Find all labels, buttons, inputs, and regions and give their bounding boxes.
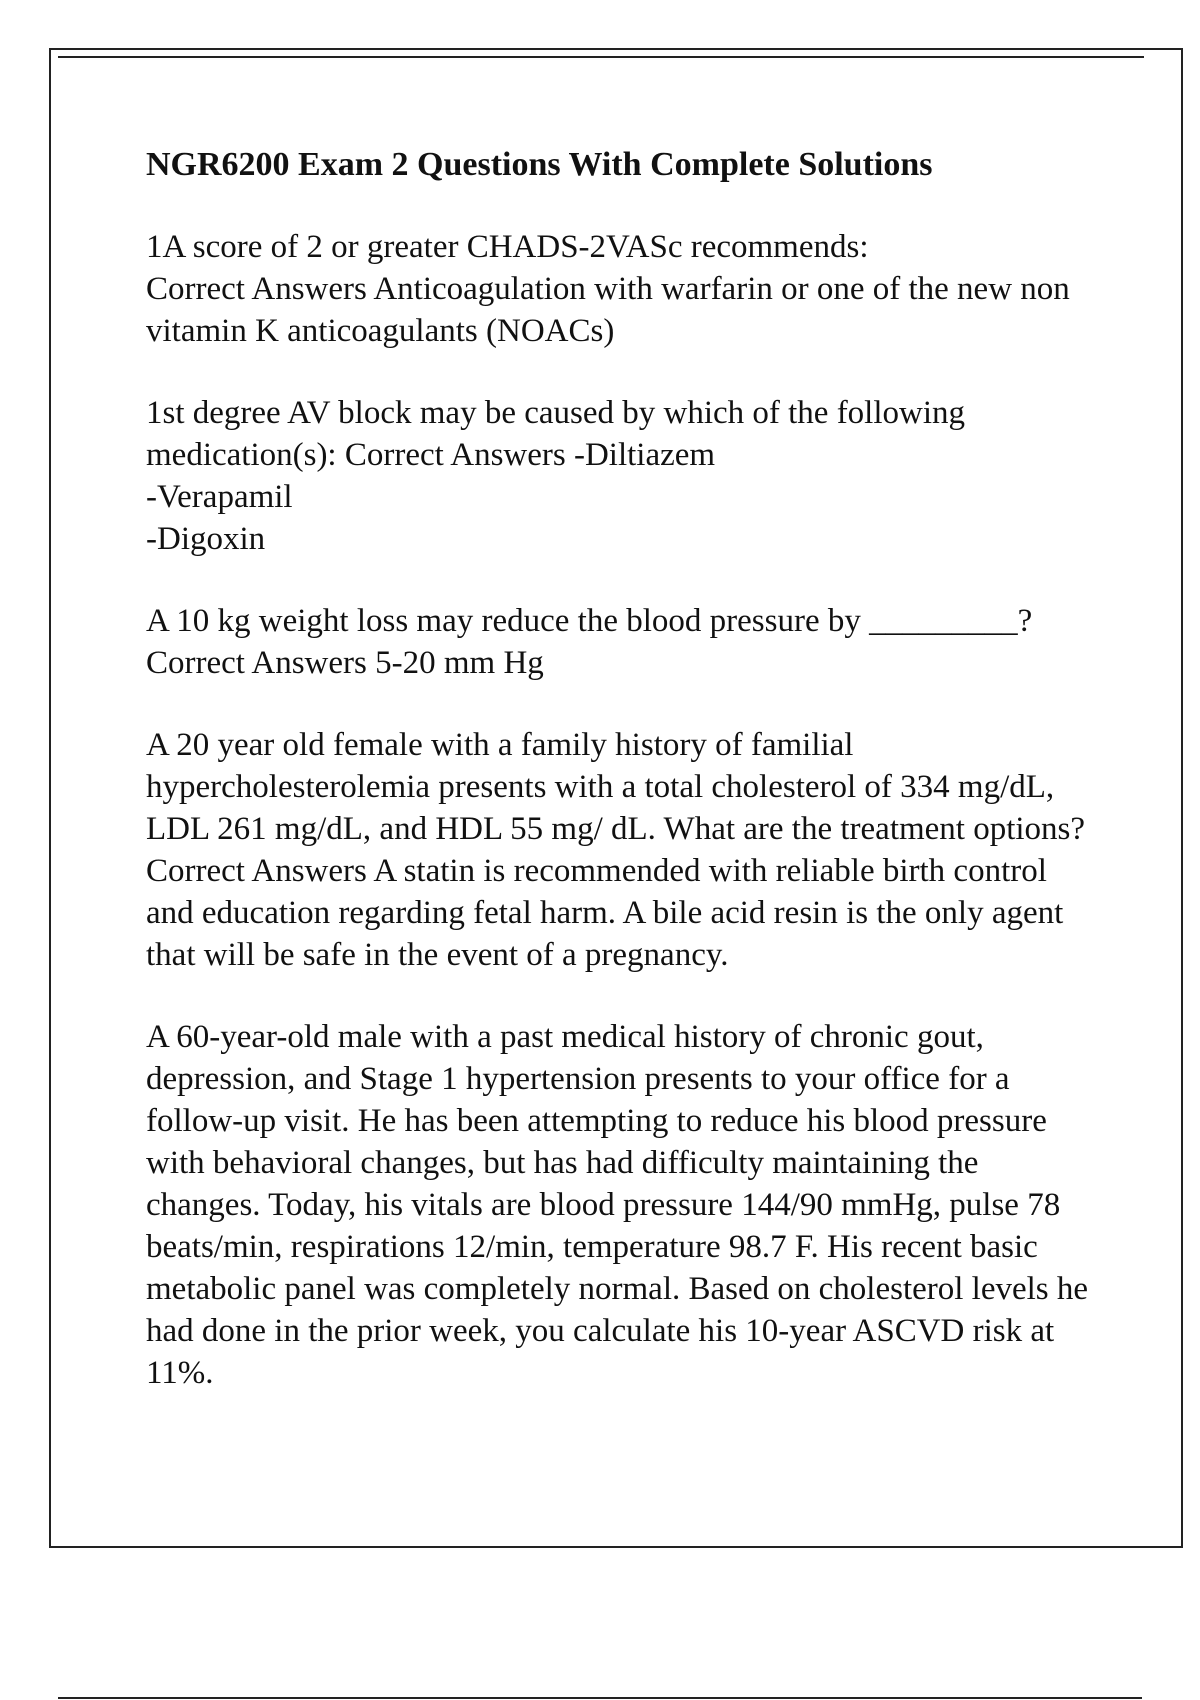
- question-text: A 60-year-old male with a past medical history of chronic gout, depression, and Stage 1 hypertension presents to your office for a follow-up visit. He has been attempting to reduce his blood pressure with behavioral changes, but has had difficulty maintaining the changes. Today, his vitals are blood pressure 144/90 mmHg, pulse 78 beats/min, respirations 12/min, temperature 98.7 F. His recent basic metabolic panel was completely normal. Based on cholesterol levels he had done in the prior week, you calculate his 10-year ASCVD risk at 11%.: [146, 1019, 1089, 1391]
- qa-item: [146, 226, 1096, 352]
- qa-item: [146, 724, 1096, 976]
- question-text: A 20 year old female with a family history of familial hypercholesterolemia presents with a total cholesterol of 334 mg/dL, LDL 261 mg/dL, and HDL 55 mg/ dL. What are the treatment options?: [146, 727, 1086, 847]
- qa-item: [146, 600, 1096, 684]
- bottom-border-rule: [58, 1697, 1142, 1699]
- answer-label: Correct Answers: [146, 645, 367, 681]
- question-text: 1A score of 2 or greater CHADS-2VASc recommends:: [146, 229, 869, 265]
- document-body: [146, 144, 1096, 1434]
- qa-item: [146, 392, 1096, 560]
- answer-text: Anticoagulation with warfarin or one of the new non vitamin K anticoagulants (NOACs): [146, 271, 1070, 349]
- question-text: 1st degree AV block may be caused by which of the following medication(s):: [146, 395, 966, 473]
- answer-text: -Diltiazem -Verapamil -Digoxin: [146, 437, 716, 557]
- answer-label: Correct Answers: [344, 437, 566, 473]
- answer-text: 5-20 mm Hg: [375, 645, 544, 681]
- document-title: NGR6200 Exam 2 Questions With Complete Solutions: [146, 146, 933, 183]
- question-text: A 10 kg weight loss may reduce the blood pressure by _________?: [146, 603, 1033, 639]
- answer-label: Correct Answers: [146, 853, 367, 889]
- answer-label: Correct Answers: [146, 271, 367, 307]
- qa-item: [146, 1016, 1096, 1394]
- answer-text: A statin is recommended with reliable birth control and education regarding fetal harm. A bile acid resin is the only agent that will be safe in the event of a pregnancy.: [146, 853, 1064, 973]
